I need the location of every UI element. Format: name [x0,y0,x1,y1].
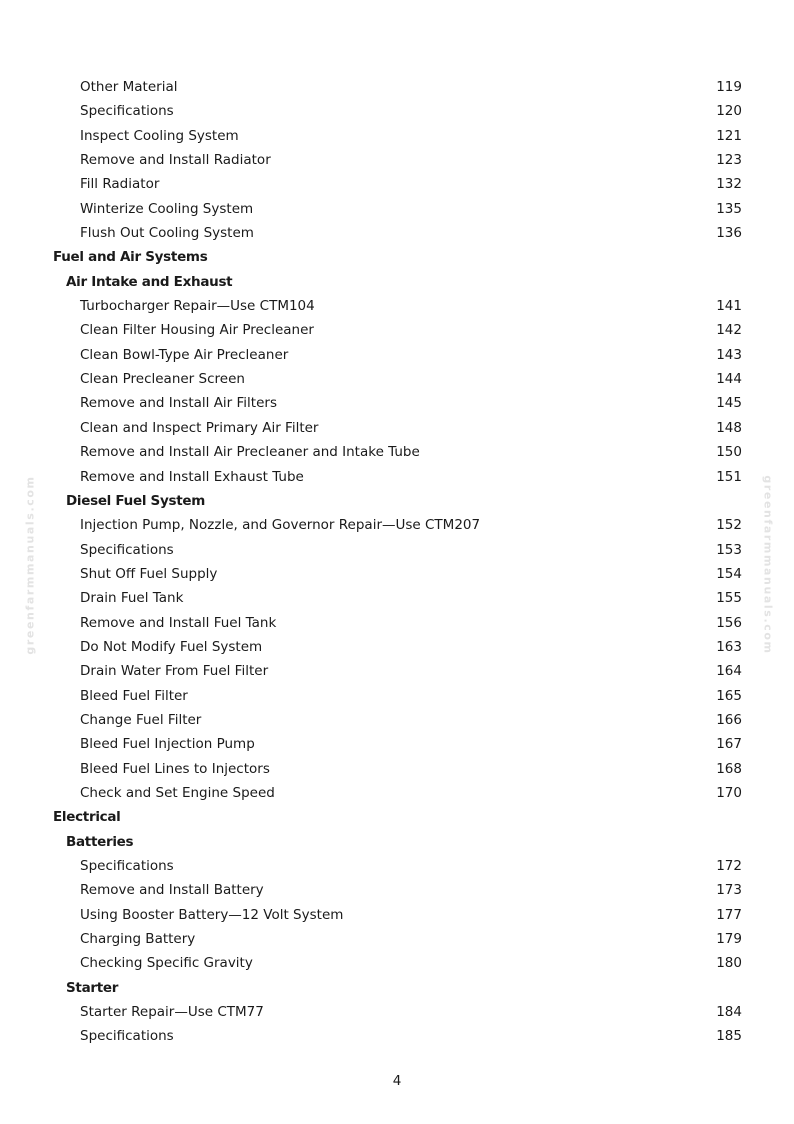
toc-entry[interactable] [0,1000,794,1024]
toc-entry-title: Clean and Inspect Primary Air Filter [80,419,319,436]
toc-entry[interactable] [0,416,794,440]
toc-entry-title: Specifications [80,858,174,874]
toc-section-heading [0,805,794,829]
toc-entry[interactable] [0,99,794,123]
toc-entry[interactable] [0,148,794,172]
toc-entry-title: Starter Repair—Use CTM77 [80,1004,264,1021]
toc-entry-title: Air Intake and Exhaust [66,273,233,290]
toc-entry[interactable] [0,513,794,537]
toc-entry[interactable] [0,757,794,781]
toc-entry-title: Remove and Install Exhaust Tube [80,468,304,485]
toc-entry-page: 144 [716,371,742,388]
toc-subsection-heading [0,489,794,513]
toc-entry-title: Using Booster Battery—12 Volt System [80,906,344,923]
toc-entry[interactable] [0,318,794,342]
toc-entry-title: Specifications [80,1028,174,1045]
toc-entry[interactable] [0,367,794,391]
toc-entry-title: Fill Radiator [80,176,160,193]
watermark-left: greenfarmmanuals.com [23,475,37,655]
toc-entry-page: 119 [716,79,742,95]
toc-entry[interactable] [0,854,794,878]
toc-entry-title: Batteries [66,833,134,850]
toc-section-heading [0,245,794,269]
page-number: 4 [392,1073,402,1089]
toc-entry-title: Remove and Install Fuel Tank [80,614,277,631]
toc-entry-page: 173 [716,882,742,899]
toc-entry[interactable] [0,635,794,659]
toc-entry-page: 135 [716,200,742,217]
toc-entry-page: 132 [716,176,742,193]
toc-entry-title: Do Not Modify Fuel System [80,638,263,655]
toc-entry-page: 142 [716,322,742,339]
toc-entry-page: 170 [716,784,742,801]
toc-entry[interactable] [0,951,794,975]
toc-entry-title: Fuel and Air Systems [53,249,208,266]
toc-entry-page: 180 [716,955,742,972]
toc-entry-title: Injection Pump, Nozzle, and Governor Repair—Use CTM207 [80,517,481,534]
table-of-contents [0,75,794,1049]
toc-entry-page: 123 [716,152,742,169]
toc-entry-title: Specifications [80,541,174,558]
toc-entry-page: 167 [716,736,742,753]
toc-entry-title: Clean Filter Housing Air Precleaner [80,322,314,339]
toc-entry[interactable] [0,538,794,562]
toc-entry-page: 145 [716,395,742,412]
toc-entry[interactable] [0,586,794,610]
toc-entry-title: Drain Fuel Tank [80,590,184,607]
toc-entry-page: 166 [716,711,742,728]
toc-entry-title: Inspect Cooling System [80,127,239,144]
toc-entry[interactable] [0,878,794,902]
toc-entry-page: 168 [716,760,742,777]
toc-entry[interactable] [0,440,794,464]
toc-entry-title: Charging Battery [80,931,196,948]
toc-entry-title: Remove and Install Radiator [80,152,271,169]
toc-subsection-heading [0,830,794,854]
toc-entry[interactable] [0,708,794,732]
toc-entry-title: Starter [66,979,119,996]
toc-entry[interactable] [0,903,794,927]
toc-entry[interactable] [0,732,794,756]
toc-entry-title: Check and Set Engine Speed [80,784,275,801]
toc-entry[interactable] [0,172,794,196]
toc-entry[interactable] [0,562,794,586]
toc-entry-title: Remove and Install Battery [80,882,264,899]
toc-entry[interactable] [0,1024,794,1048]
toc-entry-title: Specifications [80,103,174,120]
toc-entry[interactable] [0,781,794,805]
toc-entry-page: 151 [716,468,742,485]
toc-entry[interactable] [0,221,794,245]
toc-entry-page: 172 [716,858,742,874]
toc-entry[interactable] [0,124,794,148]
toc-entry[interactable] [0,611,794,635]
toc-entry-page: 120 [716,103,742,120]
toc-entry-page: 141 [716,298,742,315]
toc-entry[interactable] [0,684,794,708]
toc-entry-page: 148 [716,419,742,436]
toc-entry[interactable] [0,465,794,489]
toc-entry-page: 184 [716,1004,742,1021]
toc-entry-page: 177 [716,906,742,923]
toc-entry-title: Drain Water From Fuel Filter [80,663,269,680]
toc-entry-title: Checking Specific Gravity [80,955,253,972]
toc-entry-title: Diesel Fuel System [66,492,205,509]
toc-entry-page: 136 [716,225,742,242]
toc-entry-title: Flush Out Cooling System [80,225,254,242]
toc-entry[interactable] [0,391,794,415]
toc-entry-page: 179 [716,931,742,948]
toc-entry-title: Clean Precleaner Screen [80,371,245,388]
toc-entry-title: Shut Off Fuel Supply [80,565,218,582]
toc-entry-title: Remove and Install Air Precleaner and Intake Tube [80,444,420,461]
toc-entry-page: 163 [716,638,742,655]
toc-subsection-heading [0,270,794,294]
toc-entry-page: 153 [716,541,742,558]
toc-entry-title: Remove and Install Air Filters [80,395,277,412]
toc-entry-title: Turbocharger Repair—Use CTM104 [80,298,315,315]
toc-entry-title: Clean Bowl-Type Air Precleaner [80,346,289,363]
toc-entry-page: 156 [716,614,742,631]
watermark-right: greenfarmmanuals.com [761,475,775,655]
toc-entry[interactable] [0,343,794,367]
toc-entry-page: 121 [716,127,742,144]
toc-entry-title: Other Material [80,79,178,95]
toc-entry-title: Electrical [53,809,121,826]
toc-entry-title: Bleed Fuel Filter [80,687,188,704]
toc-entry[interactable] [0,927,794,951]
toc-entry[interactable] [0,294,794,318]
toc-entry[interactable] [0,197,794,221]
toc-entry-page: 165 [716,687,742,704]
toc-entry-title: Change Fuel Filter [80,711,202,728]
toc-entry-page: 155 [716,590,742,607]
toc-entry-page: 154 [716,565,742,582]
toc-entry[interactable] [0,659,794,683]
toc-entry-page: 150 [716,444,742,461]
toc-entry-page: 143 [716,346,742,363]
toc-entry-title: Bleed Fuel Injection Pump [80,736,255,753]
toc-entry-title: Bleed Fuel Lines to Injectors [80,760,270,777]
toc-subsection-heading [0,976,794,1000]
toc-entry-page: 185 [716,1028,742,1045]
toc-entry[interactable] [0,75,794,99]
toc-entry-page: 152 [716,517,742,534]
toc-entry-page: 164 [716,663,742,680]
toc-entry-title: Winterize Cooling System [80,200,254,217]
